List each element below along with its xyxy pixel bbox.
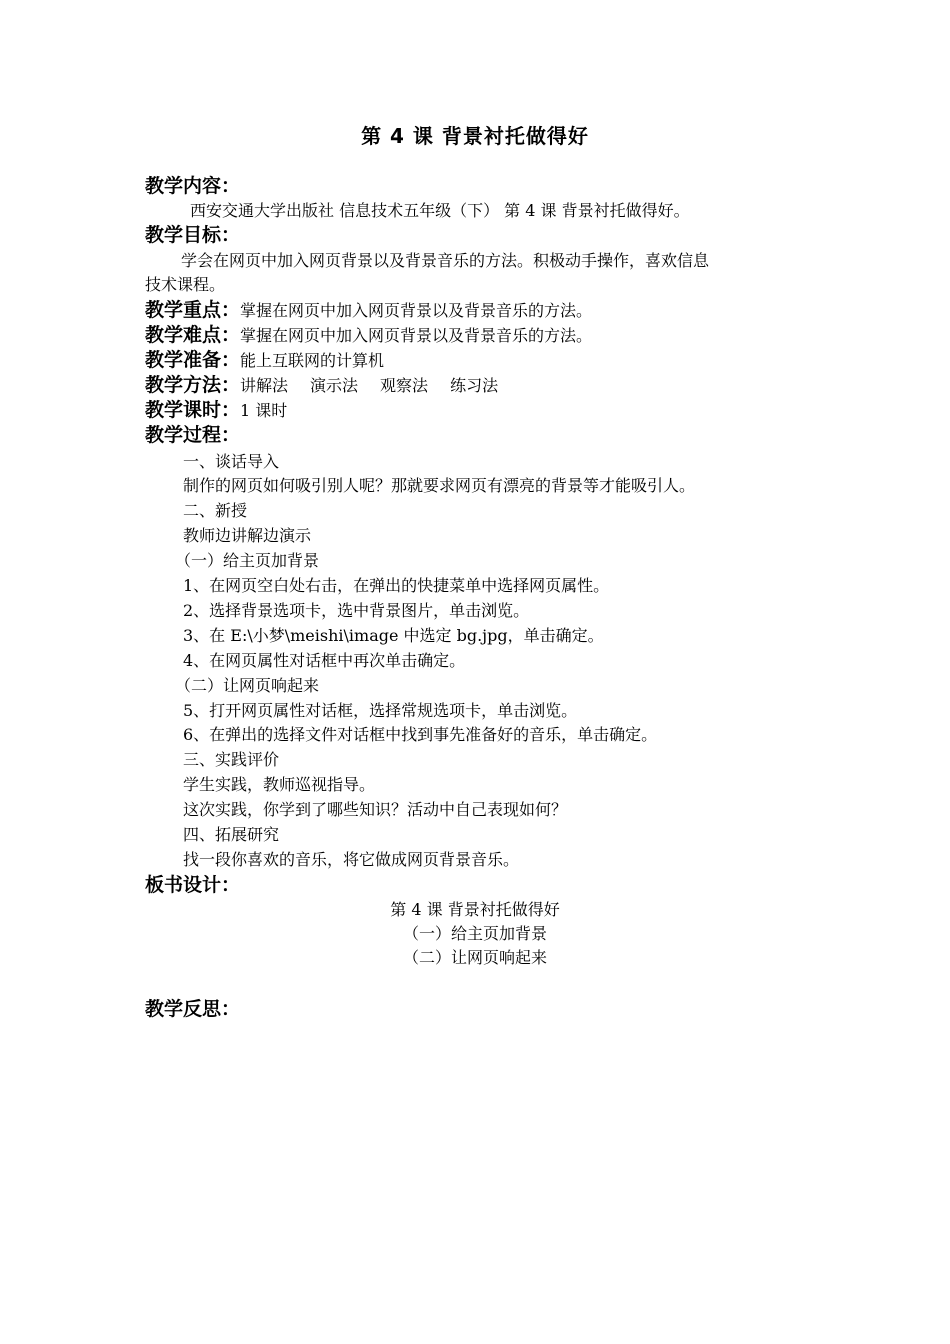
process-line: 四、拓展研究 [183, 825, 280, 844]
process-line: 制作的网页如何吸引别人呢？那就要求网页有漂亮的背景等才能吸引人。 [183, 476, 696, 495]
process-line: 2、选择背景选项卡，选中背景图片，单击浏览。 [183, 601, 530, 620]
method-row [145, 373, 498, 398]
difficulty-label: 教学难点： [145, 324, 241, 346]
process-heading: 教学过程： [145, 424, 241, 446]
goal-text-line-1: 学会在网页中加入网页背景以及背景音乐的方法。积极动手操作，喜欢信息 [181, 251, 710, 270]
process-line: 4、在网页属性对话框中再次单击确定。 [183, 651, 466, 670]
process-line: 三、实践评价 [183, 750, 280, 769]
difficulty-text: 掌握在网页中加入网页背景以及背景音乐的方法。 [240, 326, 593, 345]
goal-heading: 教学目标： [145, 224, 241, 246]
process-line: 这次实践，你学到了哪些知识？活动中自己表现如何？ [183, 800, 568, 819]
board-line: （一）给主页加背景 [402, 924, 547, 943]
process-line: （一）给主页加背景 [175, 551, 320, 570]
process-line: 一、谈话导入 [183, 452, 280, 471]
preparation-row [145, 348, 384, 373]
process-line: 3、在 E:\小梦\meishi\image 中选定 bg.jpg，单击确定。 [183, 626, 604, 645]
process-line: 二、新授 [183, 501, 248, 520]
method-item: 演示法 [310, 376, 359, 395]
key-point-text: 掌握在网页中加入网页背景以及背景音乐的方法。 [240, 301, 593, 320]
hours-text: 1 课时 [240, 401, 288, 420]
method-item: 观察法 [380, 376, 429, 395]
content-heading: 教学内容： [145, 175, 241, 197]
key-point-row [145, 298, 592, 323]
board-heading: 板书设计： [145, 874, 241, 896]
process-line: （二）让网页响起来 [175, 676, 320, 695]
page-title: 第 4 课 背景衬托做得好 [361, 124, 589, 148]
process-line: 找一段你喜欢的音乐，将它做成网页背景音乐。 [183, 850, 520, 869]
process-line: 教师边讲解边演示 [183, 526, 312, 545]
process-line: 1、在网页空白处右击，在弹出的快捷菜单中选择网页属性。 [183, 576, 610, 595]
content-text: 西安交通大学出版社 信息技术五年级（下） 第 4 课 背景衬托做得好。 [190, 201, 690, 220]
process-line: 6、在弹出的选择文件对话框中找到事先准备好的音乐，单击确定。 [183, 725, 658, 744]
key-point-label: 教学重点： [145, 299, 241, 321]
process-line: 学生实践，教师巡视指导。 [183, 775, 376, 794]
method-item: 讲解法 [240, 376, 289, 395]
difficulty-row [145, 323, 592, 348]
method-item: 练习法 [450, 376, 499, 395]
process-line: 5、打开网页属性对话框，选择常规选项卡，单击浏览。 [183, 701, 578, 720]
method-label: 教学方法： [145, 374, 241, 396]
hours-label: 教学课时： [145, 399, 241, 421]
preparation-text: 能上互联网的计算机 [240, 351, 385, 370]
reflection-heading: 教学反思： [145, 998, 241, 1020]
board-line: 第 4 课 背景衬托做得好 [390, 900, 560, 919]
board-line: （二）让网页响起来 [402, 948, 547, 967]
hours-row [145, 398, 287, 423]
preparation-label: 教学准备： [145, 349, 241, 371]
goal-text-line-2: 技术课程。 [145, 275, 226, 294]
